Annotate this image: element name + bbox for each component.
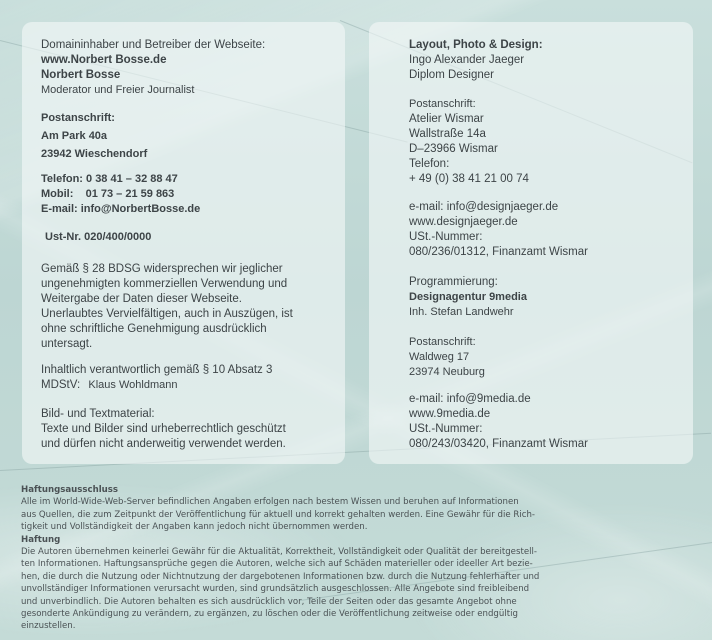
owner-mobile: Mobil: 01 73 – 21 59 863 — [41, 188, 175, 200]
bdsg-line: ungenehmigten kommerziellen Verwendung und — [41, 278, 288, 290]
owner-postal-block — [41, 111, 147, 162]
owner-email-link[interactable]: E-mail: info@NorbertBosse.de — [41, 203, 201, 215]
studio-phone: + 49 (0) 38 41 21 00 74 — [409, 173, 529, 185]
owner-block — [41, 38, 265, 98]
designer-title: Diplom Designer — [409, 69, 495, 81]
agency-name: Designagentur 9media — [409, 291, 527, 303]
disclaimer-line: Alle im World-Wide-Web-Server befindlichen Angaben erfolgen nach bestem Wissen und beruhen auf Informationen — [21, 497, 519, 508]
designer-website-link[interactable]: www.designjaeger.de — [409, 216, 518, 228]
liability-line: und unverbindlich. Die Autoren behalten es sich ausdrücklich vor, Teile der Seiten oder das gesamte Angebot ohne — [21, 596, 517, 607]
vat-number: 080/243/03420, Finanzamt Wismar — [409, 438, 588, 450]
programming-block — [409, 275, 527, 320]
owner-card — [22, 22, 345, 464]
vat-label: USt.-Nummer: — [409, 423, 483, 435]
owner-role: Moderator und Freier Journalist — [41, 84, 195, 96]
bdsg-line: Weitergabe der Daten dieser Webseite. — [41, 293, 242, 305]
responsible-line: Inhaltlich verantwortlich gemäß § 10 Absatz 3 — [41, 364, 273, 376]
bdsg-line: Unerlaubtes Vervielfältigen, auch in Auszügen, ist — [41, 308, 293, 320]
liability-line: hen, die durch die Nutzung oder Nichtnutzung der dargebotenen Informationen bzw. durch die Nutzung fehlerhafter und — [21, 571, 540, 582]
responsible-line-2 — [41, 378, 272, 393]
owner-street: Am Park 40a — [41, 130, 108, 142]
owner-website-link[interactable]: www.Norbert Bosse.de — [41, 54, 167, 66]
disclaimer-line: aus Quellen, die zum Zeitpunkt der Veröffentlichung für aktuell und korrekt gehalten werden. Eine Gewähr für die Rich- — [21, 509, 536, 520]
agency-website-link[interactable]: www.9media.de — [409, 408, 491, 420]
liability-line: Die Autoren übernehmen keinerlei Gewähr für die Aktualität, Korrektheit, Vollständigkeit oder Qualität der bereitgestell- — [21, 547, 537, 558]
vat-label: USt.-Nummer: — [409, 231, 483, 243]
owner-city: 23942 Wieschendorf — [41, 148, 148, 160]
owner-contact-block — [41, 172, 200, 217]
bdsg-line: untersagt. — [41, 338, 93, 350]
owner-phone: Telefon: 0 38 41 – 32 88 47 — [41, 173, 178, 185]
designer-email-link[interactable]: e-mail: info@designjaeger.de — [409, 201, 559, 213]
agency-contact-block — [409, 392, 588, 452]
postal-heading: Postanschrift: — [409, 336, 476, 348]
studio-city: D–23966 Wismar — [409, 143, 498, 155]
disclaimer — [21, 484, 693, 633]
liability-line: ten Informationen. Haftungsansprüche gegen die Autoren, welche sich auf Schäden materieller oder ideeller Art bezie- — [21, 559, 533, 570]
studio-street: Wallstraße 14a — [409, 128, 486, 140]
material-line: Texte und Bilder sind urheberrechtlich geschützt — [41, 423, 286, 435]
designer-name: Ingo Alexander Jaeger — [409, 54, 525, 66]
design-postal-block — [409, 97, 529, 187]
bdsg-line: Gemäß § 28 BDSG widersprechen wir jeglicher — [41, 263, 283, 275]
agency-street: Waldweg 17 — [409, 351, 470, 363]
liability-line: gesonderte Ankündigung zu verändern, zu ergänzen, zu löschen oder die Veröffentlichung zeitweise oder endgültig — [21, 609, 518, 620]
disclaimer-heading: Haftungsausschluss — [21, 485, 118, 495]
responsible-label: MDStV: — [41, 379, 81, 391]
responsible-block — [41, 363, 272, 393]
design-heading: Layout, Photo & Design: — [409, 39, 543, 51]
owner-heading: Domaininhaber und Betreiber der Webseite: — [41, 39, 266, 51]
disclaimer-line: tigkeit und Vollständigkeit der Angaben kann jedoch nicht übernommen werden. — [21, 522, 368, 533]
design-card — [369, 22, 693, 464]
postal-heading: Postanschrift: — [409, 98, 476, 110]
studio-name: Atelier Wismar — [409, 113, 484, 125]
design-contact-block — [409, 200, 588, 260]
material-heading: Bild- und Textmaterial: — [41, 408, 155, 420]
vat-number: 080/236/01312, Finanzamt Wismar — [409, 246, 588, 258]
bdsg-line: ohne schriftliche Genehmigung ausdrücklich — [41, 323, 267, 335]
liability-line: unvollständiger Informationen verursacht wurden, sind grundsätzlich ausgeschlossen. Alle Angebote sind freibleibend — [21, 584, 530, 595]
responsible-name: Klaus Wohldmann — [88, 379, 178, 391]
material-line: und dürfen nicht anderweitig verwendet werden. — [41, 438, 286, 450]
bdsg-notice — [41, 262, 293, 352]
agency-owner: Inh. Stefan Landwehr — [409, 306, 514, 318]
design-block — [409, 38, 543, 83]
phone-label: Telefon: — [409, 158, 450, 170]
postal-heading: Postanschrift: — [41, 112, 115, 124]
agency-postal-block — [409, 335, 485, 380]
agency-email-link[interactable]: e-mail: info@9media.de — [409, 393, 531, 405]
liability-line: einzustellen. — [21, 621, 76, 632]
owner-tax-id — [45, 230, 151, 245]
agency-city: 23974 Neuburg — [409, 366, 485, 378]
material-block — [41, 407, 286, 452]
liability-heading: Haftung — [21, 534, 61, 545]
tax-id-text: Ust-Nr. 020/400/0000 — [45, 231, 152, 243]
owner-name: Norbert Bosse — [41, 69, 121, 81]
programming-heading: Programmierung: — [409, 276, 498, 288]
